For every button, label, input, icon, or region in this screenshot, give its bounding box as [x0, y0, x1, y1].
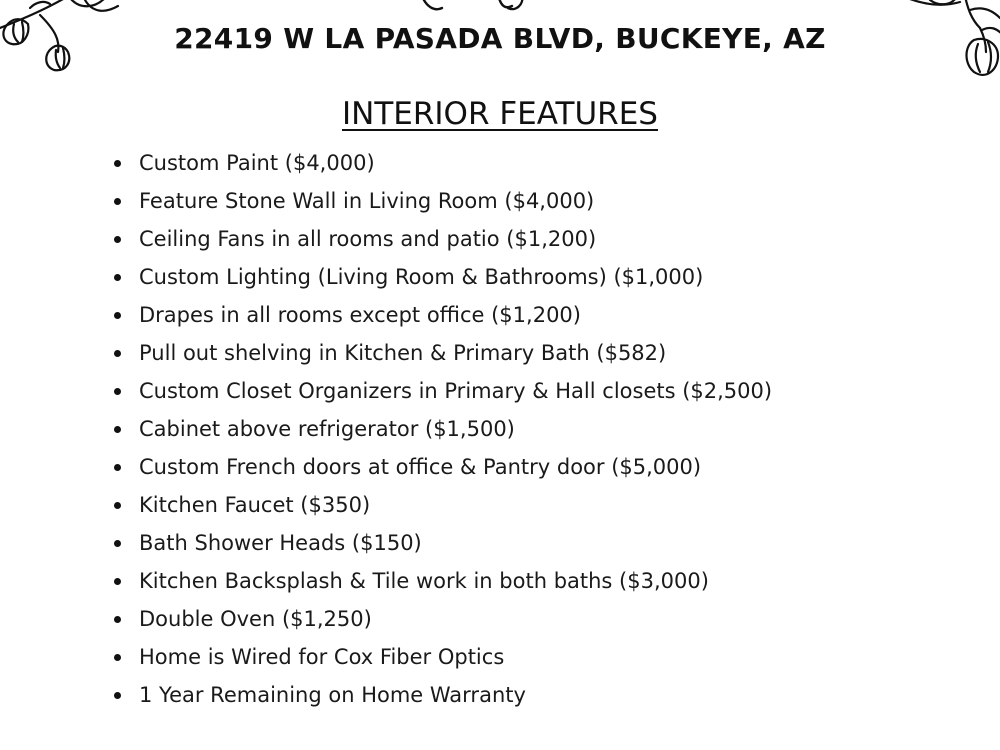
list-item: Ceiling Fans in all rooms and patio ($1,200) — [112, 220, 972, 258]
list-item: Cabinet above refrigerator ($1,500) — [112, 410, 972, 448]
list-item: Drapes in all rooms except office ($1,200) — [112, 296, 972, 334]
list-item: Pull out shelving in Kitchen & Primary Bath ($582) — [112, 334, 972, 372]
list-item: Custom French doors at office & Pantry door ($5,000) — [112, 448, 972, 486]
list-item: Home is Wired for Cox Fiber Optics — [112, 638, 972, 676]
list-item: Custom Closet Organizers in Primary & Hall closets ($2,500) — [112, 372, 972, 410]
list-item: Custom Lighting (Living Room & Bathrooms) ($1,000) — [112, 258, 972, 296]
list-item: Double Oven ($1,250) — [112, 600, 972, 638]
list-item: Kitchen Faucet ($350) — [112, 486, 972, 524]
list-item: Custom Paint ($4,000) — [112, 144, 972, 182]
property-address: 22419 W LA PASADA BLVD, BUCKEYE, AZ — [174, 22, 826, 55]
section-title: INTERIOR FEATURES — [342, 96, 658, 132]
script-flourish-icon — [400, 0, 600, 20]
list-item: Feature Stone Wall in Living Room ($4,000) — [112, 182, 972, 220]
list-item: Kitchen Backsplash & Tile work in both baths ($3,000) — [112, 562, 972, 600]
list-item: Bath Shower Heads ($150) — [112, 524, 972, 562]
list-item: 1 Year Remaining on Home Warranty — [112, 676, 972, 714]
features-list — [112, 144, 972, 714]
